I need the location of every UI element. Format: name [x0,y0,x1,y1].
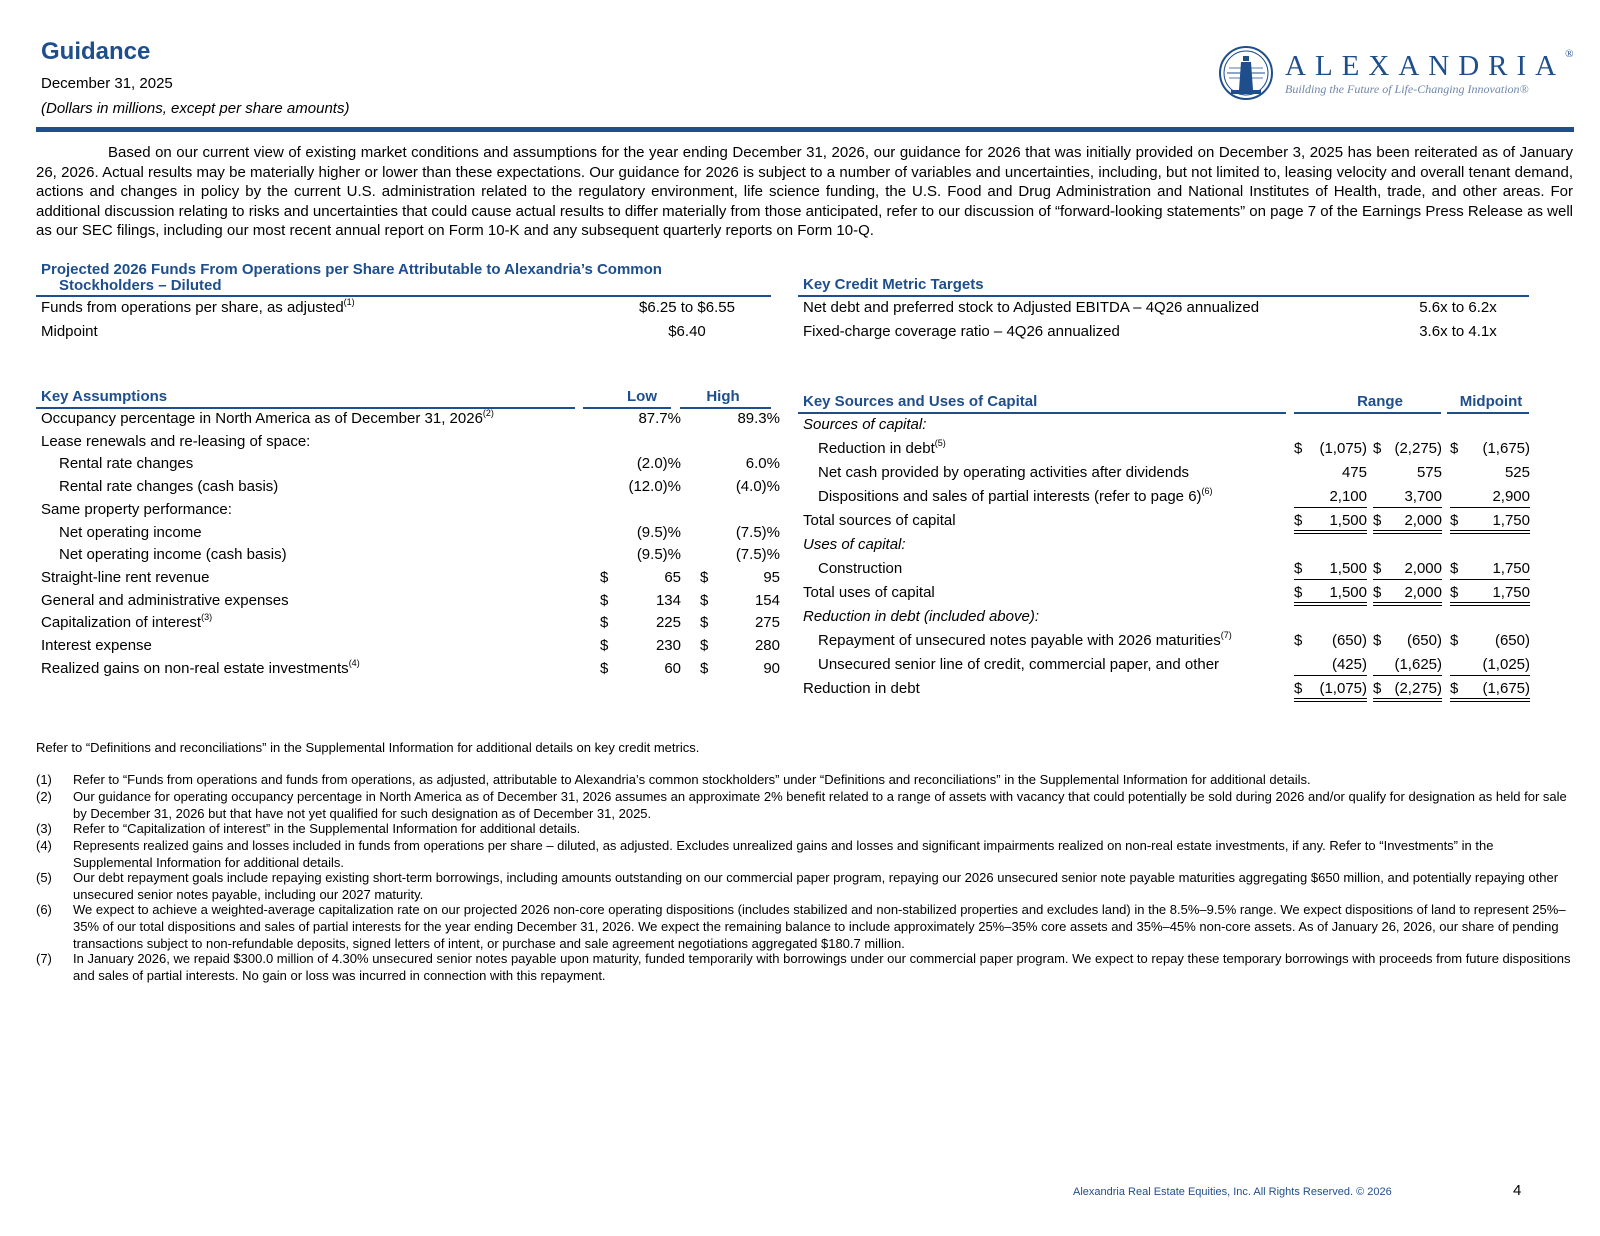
footnote-number: (7) [36,951,52,966]
sources-uses-range-low-double-underline-top [1294,530,1367,531]
sources-uses-midpoint-value: 1,750 [1492,512,1530,529]
sources-uses-label [818,440,946,457]
assumption-high-dollar: $ [700,659,709,677]
sources-uses-range-high-value: 575 [1416,464,1442,481]
sources-uses-label [803,608,1039,625]
assumption-label-text: Rental rate changes (cash basis) [59,478,279,496]
page-number: 4 [1513,1182,1522,1199]
credit-row-value: 5.6x to 6.2x [1419,299,1497,316]
sources-uses-label-text: Unsecured senior line of credit, commercial paper, and other [818,656,1220,673]
sources-uses-midpoint-dollar: $ [1450,584,1459,601]
sources-uses-label [803,416,926,433]
sources-uses-range-high-value: (2,275) [1394,440,1442,457]
sources-uses-midpoint-double-underline-bottom [1450,701,1530,702]
assumption-label [41,614,212,631]
credit-heading: Key Credit Metric Targets [803,276,984,293]
assumption-label [41,410,494,427]
sources-uses-label [803,512,956,529]
ffo-row-label-text: Midpoint [41,323,98,340]
credit-row-value: 3.6x to 4.1x [1419,323,1497,340]
sources-uses-range-low-cell [1294,560,1367,580]
assumption-low-value: 87.7% [638,410,681,427]
sources-uses-label-text: Dispositions and sales of partial interests (refer to page 6) [818,488,1202,505]
sources-uses-range-low-value: 1,500 [1329,560,1367,577]
sources-uses-midpoint-cell [1450,440,1530,460]
assumption-label-text: Rental rate changes [59,455,194,473]
credit-row-label: Fixed-charge coverage ratio – 4Q26 annualized [803,323,1120,340]
assumption-high-value: (4.0)% [735,478,780,496]
assumption-low-value: (9.5)% [636,546,681,564]
sources-uses-midpoint-cell [1450,488,1530,508]
sources-uses-heading: Key Sources and Uses of Capital [803,393,1038,410]
sources-uses-range-high-value: 2,000 [1404,512,1442,529]
page-title: Guidance [41,38,151,65]
assumption-high-value: (7.5)% [735,546,780,564]
sources-uses-range-low-value: 475 [1341,464,1367,481]
logo-tagline: Building the Future of Life-Changing Innovation® [1285,82,1529,96]
sources-uses-range-high-cell [1373,656,1442,676]
sources-uses-label [818,560,902,577]
assumptions-rule-high [680,407,771,409]
assumption-high-value: 90 [763,659,780,677]
sources-uses-label-text: Repayment of unsecured notes payable with 2026 maturities [818,632,1221,649]
assumption-label-text: Occupancy percentage in North America as of December 31, 2026 [41,410,483,427]
sources-uses-range-low-dollar: $ [1294,680,1303,697]
assumption-high-dollar: $ [700,591,709,609]
credit-heading-rule [798,295,1529,297]
assumption-low-dollar: $ [600,614,609,632]
assumptions-col-high: High [706,388,740,405]
sources-uses-range-high-dollar: $ [1373,632,1382,649]
sources-uses-range-low-value: (650) [1331,632,1367,649]
sources-uses-midpoint-dollar: $ [1450,632,1459,649]
sources-uses-range-low-cell [1294,584,1367,604]
assumption-label [59,455,193,472]
assumption-low-value: 225 [655,614,681,632]
sources-uses-range-low-double-underline-bottom [1294,605,1367,606]
sources-uses-range-high-cell [1373,560,1442,580]
sources-uses-range-low-dollar: $ [1294,440,1303,457]
sources-uses-label-text: Sources of capital: [803,416,927,433]
assumption-label [41,637,152,654]
sources-uses-range-low-dollar: $ [1294,584,1303,601]
sources-uses-range-low-cell [1294,440,1367,460]
assumption-label-footnote-ref: (3) [201,612,213,623]
sources-uses-midpoint-double-underline-bottom [1450,605,1530,606]
sources-uses-range-high-dollar: $ [1373,584,1382,601]
credit-metrics-note: Refer to “Definitions and reconciliations” in the Supplemental Information for additional details on key credit metrics. [36,740,700,755]
sources-uses-label-text: Reduction in debt (included above): [803,608,1039,625]
ffo-heading-line1: Projected 2026 Funds From Operations per Share Attributable to Alexandria’s Common [41,261,662,278]
sources-uses-label [818,464,1189,481]
sources-uses-range-low-underline [1294,579,1367,580]
assumption-high-dollar: $ [700,614,709,632]
footnote-item [36,869,1576,903]
ffo-row-value: $6.25 to $6.55 [639,299,735,316]
assumption-label-text: Realized gains on non-real estate investments [41,659,349,677]
assumption-high-value: 154 [754,591,780,609]
sources-uses-midpoint-underline [1450,507,1530,508]
sources-uses-range-low-cell [1294,512,1367,532]
assumption-high-value: (7.5)% [735,523,780,541]
sources-uses-label-text: Reduction in debt [818,440,935,457]
sources-uses-range-high-value: 2,000 [1404,560,1442,577]
sources-uses-label-text: Net cash provided by operating activities after dividends [818,464,1190,481]
sources-uses-range-high-cell [1373,488,1442,508]
sources-uses-midpoint-cell [1450,512,1530,532]
ffo-row-label-text: Funds from operations per share, as adjusted [41,299,344,316]
ffo-heading-rule [36,295,771,297]
sources-uses-range-high-cell [1373,632,1442,652]
sources-uses-midpoint-value: (1,025) [1482,656,1530,673]
sources-uses-range-low-cell [1294,656,1367,676]
sources-uses-range-low-cell [1294,680,1367,700]
sources-uses-label [818,488,1213,505]
assumption-label [41,433,310,450]
footnote-number: (1) [36,772,52,787]
sources-uses-range-high-cell [1373,440,1442,460]
sources-uses-label-text: Reduction in debt [803,680,920,697]
sources-uses-range-low-dollar: $ [1294,632,1303,649]
sources-uses-range-low-dollar: $ [1294,512,1303,529]
footnote-text: Represents realized gains and losses included in funds from operations per share – diluted, as adjusted. Excludes unrealized gains and losses and significant impairments realized on non-real estate investments, if any. Refer to “Investments” in the Supplemental Information for additional details. [73,838,1494,870]
footnote-item [36,901,1576,952]
sources-uses-midpoint-cell [1450,464,1530,484]
assumption-low-dollar: $ [600,637,609,654]
footnote-item [36,950,1576,984]
sources-uses-label-footnote-ref: (5) [934,438,946,448]
sources-uses-rule-midpoint [1447,412,1529,414]
sources-uses-range-high-double-underline-top [1373,530,1442,531]
ffo-heading [41,262,662,294]
footnote-item [36,788,1576,822]
sources-uses-range-low-value: (1,075) [1319,680,1367,697]
sources-uses-midpoint-value: 1,750 [1492,584,1530,601]
sources-uses-rule-label [798,412,1286,414]
intro-text: Based on our current view of existing market conditions and assumptions for the year ending December 31, 2026, our guidance for 2026 that was initially provided on December 3, 2025 has been reiterated as of January 26, 2026. Actual results may be materially higher or lower than these expectations. Our guidance for 2026 is subject to a number of variables and uncertainties, including, but not limited to, leasing velocity and overall tenant demand, actions and changes in policy by the current U.S. administration related to the regulatory environment, life science funding, the U.S. Food and Drug Administration and National Institutes of Health, trade, and other areas. For additional discussion relating to risks and uncertainties that could cause actual results to differ materially from those anticipated, refer to our discussion of “forward-looking statements” on page 7 of the Earnings Press Release as well as our SEC filings, including our most recent annual report on Form 10-K and any subsequent quarterly reports on Form 10-Q. [36,144,1573,240]
ffo-row-label-footnote-ref: (1) [343,297,355,307]
sources-uses-midpoint-value: (1,675) [1482,680,1530,697]
sources-uses-range-high-double-underline-top [1373,698,1442,699]
sources-uses-range-high-cell [1373,512,1442,532]
sources-uses-midpoint-value: (1,675) [1482,440,1530,457]
assumption-label-text: Interest expense [41,637,152,654]
sources-uses-midpoint-cell [1450,680,1530,700]
sources-uses-range-high-value: (1,625) [1394,656,1442,673]
copyright: Alexandria Real Estate Equities, Inc. All Rights Reserved. © 2026 [1073,1186,1392,1198]
lighthouse-seal-icon [1217,46,1277,102]
sources-uses-midpoint-double-underline-top [1450,530,1530,531]
sources-uses-col-range: Range [1357,393,1403,410]
assumption-high-value: 275 [754,614,780,632]
sources-uses-midpoint-value: 1,750 [1492,560,1530,577]
assumptions-heading: Key Assumptions [41,388,168,405]
ffo-row-label [41,323,98,340]
assumption-label-text: General and administrative expenses [41,591,289,609]
sources-uses-range-high-underline [1373,507,1442,508]
sources-uses-label [803,680,920,697]
logo-wordmark: ALEXANDRIA® [1285,48,1574,82]
assumptions-rule-low [583,407,671,409]
assumptions-col-low: Low [627,388,657,405]
footnote-number: (2) [36,789,52,804]
sources-uses-midpoint-value: (650) [1494,632,1530,649]
sources-uses-range-low-value: (425) [1331,656,1367,673]
sources-uses-range-low-underline [1294,507,1367,508]
assumption-low-dollar: $ [600,591,609,609]
sources-uses-midpoint-dollar: $ [1450,440,1459,457]
sources-uses-midpoint-dollar: $ [1450,560,1459,577]
sources-uses-range-high-underline [1373,579,1442,580]
footnote-number: (4) [36,838,52,853]
ffo-row-label [41,299,355,316]
assumption-label [59,478,278,495]
sources-uses-range-low-cell [1294,488,1367,508]
ffo-heading-line2: Stockholders – Diluted [59,277,222,294]
assumption-label-text: Same property performance: [41,500,232,518]
sources-uses-midpoint-cell [1450,584,1530,604]
assumption-label [41,657,360,677]
assumption-low-value: 134 [655,591,681,609]
sources-uses-range-high-double-underline-bottom [1373,533,1442,534]
assumption-label-text: Straight-line rent revenue [41,568,210,586]
footnote-number: (5) [36,870,52,885]
sources-uses-range-high-double-underline-bottom [1373,605,1442,606]
assumption-low-value: 60 [664,659,681,677]
sources-uses-range-low-dollar: $ [1294,560,1303,577]
sources-uses-midpoint-dollar: $ [1450,512,1459,529]
sources-uses-label-text: Construction [818,560,903,577]
assumption-low-value: (2.0)% [636,455,681,473]
sources-uses-label-text: Total uses of capital [803,584,935,601]
assumption-label-text: Net operating income [59,523,202,541]
sources-uses-range-low-double-underline-top [1294,698,1367,699]
sources-uses-range-low-underline [1294,675,1367,676]
sources-uses-label [818,632,1232,649]
sources-uses-range-low-value: 1,500 [1329,584,1367,601]
assumption-label [41,592,289,609]
footnote-text: Our guidance for operating occupancy percentage in North America as of December 31, 2026 assumes an approximate 2% benefit related to a range of assets with vacancy that could potentially be sold during 2026 and/or qualify for designation as held for sale by December 31, 2026 but that have not yet qualified for such designation as of December 31, 2025. [73,789,1567,821]
sources-uses-label-text: Total sources of capital [803,512,956,529]
sources-uses-range-high-value: 3,700 [1404,488,1442,505]
sources-uses-range-high-underline [1373,675,1442,676]
sources-uses-col-midpoint: Midpoint [1459,393,1523,410]
alexandria-logo [1217,46,1573,102]
assumption-high-dollar: $ [700,568,709,586]
footnote-item [36,820,1576,837]
sources-uses-midpoint-underline [1450,675,1530,676]
sources-uses-range-high-dollar: $ [1373,512,1382,529]
assumption-high-dollar: $ [700,637,709,654]
sources-uses-range-high-dollar: $ [1373,680,1382,697]
footnote-item [36,771,1576,788]
assumption-high-value: 95 [763,568,780,586]
sources-uses-midpoint-underline [1450,579,1530,580]
assumption-label-footnote-ref: (4) [348,657,360,668]
sources-uses-range-high-value: (650) [1406,632,1442,649]
assumption-low-dollar: $ [600,568,609,586]
assumption-label [59,546,287,563]
assumption-label-text: Lease renewals and re-leasing of space: [41,432,311,450]
footnote-text: Our debt repayment goals include repaying existing short-term borrowings, including amounts outstanding on our commercial paper program, repaying our 2026 unsecured senior note payable maturities aggregating $650 million, and potentially repaying other unsecured senior notes payable, including our 2027 maturity. [73,870,1559,902]
sources-uses-midpoint-value: 525 [1504,464,1530,481]
assumption-label-text: Net operating income (cash basis) [59,546,287,564]
assumptions-rule-label [36,407,575,409]
footnote-text: We expect to achieve a weighted-average capitalization rate on our projected 2026 non-core operating dispositions (includes stabilized and non-stabilized properties and excludes land) in the 8.5%–9.5% range. We expect dispositions of land to represent 25%–35% of our total dispositions and sales of partial interests for the year ending December 31, 2026. We expect the remaining balance to include approximately 25%–35% core assets and 35%–45% non-core assets. As of January 26, 2026, our share of pending transactions subject to non-refundable deposits, signed letters of intent, or purchase and sale agreement negotiations aggregated $180.7 million. [73,902,1566,951]
sources-uses-range-low-value: 1,500 [1329,512,1367,529]
sources-uses-range-high-value: 2,000 [1404,584,1442,601]
assumption-low-value: 230 [655,637,681,654]
sources-uses-label [803,536,906,553]
sources-uses-range-high-double-underline-bottom [1373,701,1442,702]
sources-uses-midpoint-double-underline-bottom [1450,533,1530,534]
sources-uses-range-high-value: (2,275) [1394,680,1442,697]
footnote-item [36,837,1576,871]
footnote-number: (6) [36,902,52,917]
page-date: December 31, 2025 [41,75,173,92]
assumption-label [41,569,209,586]
sources-uses-midpoint-dollar: $ [1450,680,1459,697]
sources-uses-range-low-value: 2,100 [1329,488,1367,505]
sources-uses-range-low-value: (1,075) [1319,440,1367,457]
sources-uses-range-low-double-underline-bottom [1294,701,1367,702]
sources-uses-range-high-double-underline-top [1373,602,1442,603]
sources-uses-rule-range [1294,412,1441,414]
header-rule [36,127,1574,132]
sources-uses-range-low-cell [1294,464,1367,484]
sources-uses-range-high-dollar: $ [1373,560,1382,577]
sources-uses-range-low-double-underline-top [1294,602,1367,603]
sources-uses-label [818,656,1219,673]
assumption-label [59,524,202,541]
footnote-text: Refer to “Capitalization of interest” in the Supplemental Information for additional details. [73,821,581,836]
footnote-text: Refer to “Funds from operations and funds from operations, as adjusted, attributable to Alexandria’s common stockholders” under “Definitions and reconciliations” in the Supplemental Information for additional details. [73,772,1311,787]
units-note: (Dollars in millions, except per share amounts) [41,100,350,117]
assumption-low-value: (9.5)% [636,523,681,541]
assumption-low-value: 65 [664,568,681,586]
sources-uses-label-footnote-ref: (6) [1201,486,1213,496]
sources-uses-range-high-cell [1373,680,1442,700]
sources-uses-range-high-cell [1373,464,1442,484]
sources-uses-range-low-double-underline-bottom [1294,533,1367,534]
footnote-number: (3) [36,821,52,836]
assumption-low-value: (12.0)% [628,478,681,496]
sources-uses-range-high-cell [1373,584,1442,604]
sources-uses-range-high-dollar: $ [1373,440,1382,457]
credit-row-label: Net debt and preferred stock to Adjusted EBITDA – 4Q26 annualized [803,299,1260,316]
sources-uses-label-text: Uses of capital: [803,536,906,553]
assumption-label-footnote-ref: (2) [482,408,494,418]
sources-uses-midpoint-cell [1450,560,1530,580]
footnote-text: In January 2026, we repaid $300.0 million of 4.30% unsecured senior notes payable upon maturity, funded temporarily with borrowings under our commercial paper program. We expect to repay these temporary borrowings with proceeds from future dispositions and sales of partial interests. No gain or loss was incurred in connection with this repayment. [73,951,1571,983]
assumption-high-value: 89.3% [737,410,780,427]
sources-uses-midpoint-double-underline-top [1450,602,1530,603]
sources-uses-label-footnote-ref: (7) [1220,630,1232,640]
assumption-label-text: Capitalization of interest [41,614,202,632]
sources-uses-midpoint-double-underline-top [1450,698,1530,699]
sources-uses-label [803,584,935,601]
sources-uses-range-low-cell [1294,632,1367,652]
sources-uses-midpoint-cell [1450,632,1530,652]
sources-uses-midpoint-cell [1450,656,1530,676]
assumption-high-value: 280 [754,637,780,654]
assumption-low-dollar: $ [600,659,609,677]
ffo-row-value: $6.40 [668,323,706,340]
sources-uses-midpoint-value: 2,900 [1492,488,1530,505]
intro-paragraph [36,143,1573,241]
assumption-high-value: 6.0% [745,455,780,473]
assumption-label [41,501,232,518]
